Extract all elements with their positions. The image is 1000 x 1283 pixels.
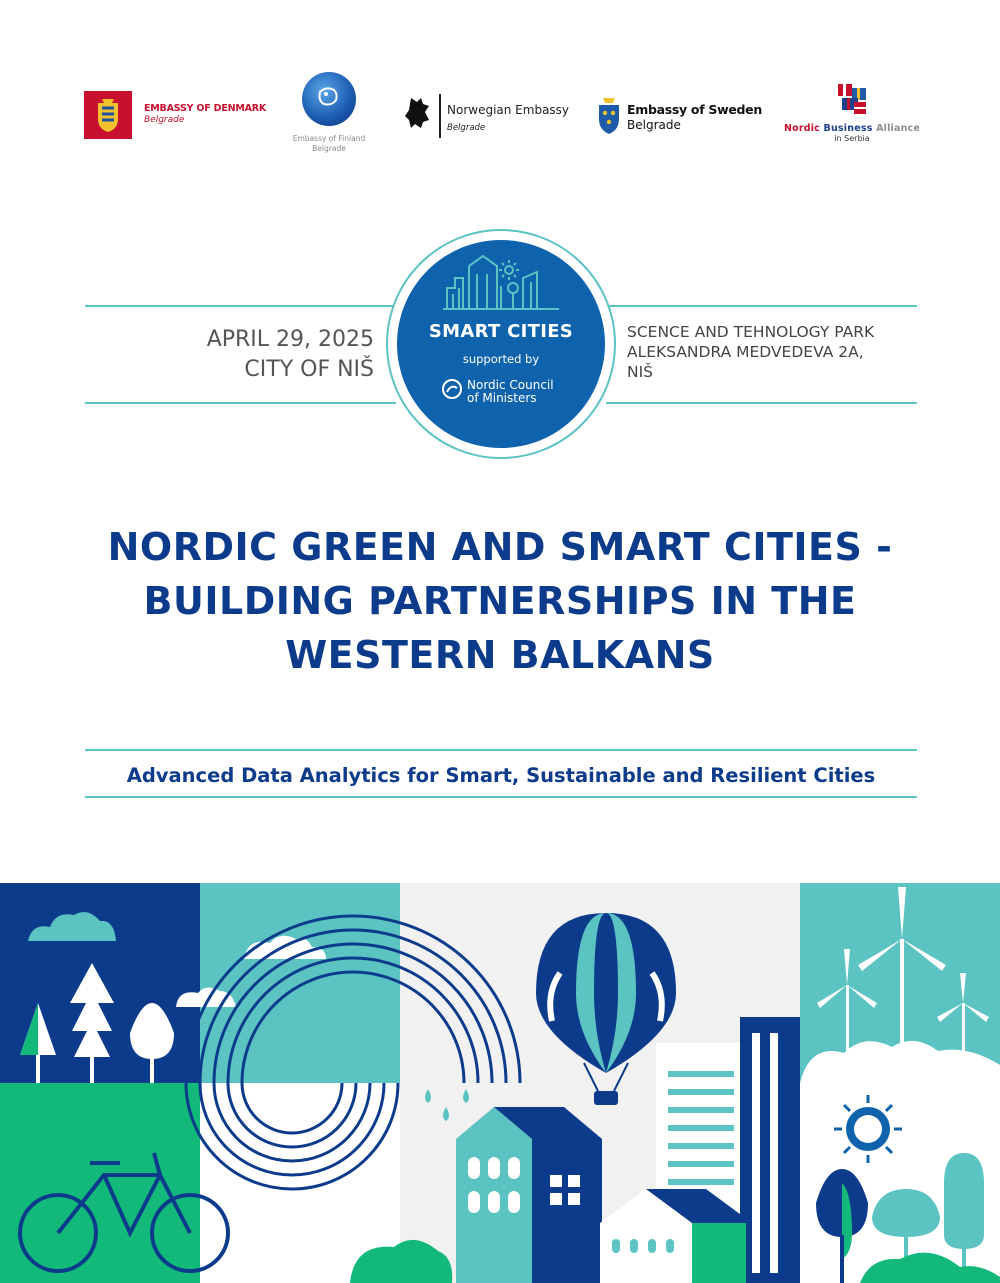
badge-supported-by: supported by xyxy=(462,352,540,366)
title-line-1: NORDIC GREEN AND SMART CITIES - xyxy=(107,525,893,569)
venue-line-2: ALEKSANDRA MEDVEDEVA 2A, xyxy=(627,343,864,361)
nba-word-nordic: Nordic xyxy=(783,123,820,134)
smart-cities-badge xyxy=(397,240,605,448)
norway-embassy-logo xyxy=(405,94,570,140)
page-title xyxy=(40,520,960,682)
sweden-embassy-logo xyxy=(596,96,762,140)
page-subtitle: Advanced Data Analytics for Smart, Sustainable and Resilient Cities xyxy=(126,764,876,787)
banner-rule-top-left xyxy=(85,305,396,307)
title-line-2: BUILDING PARTNERSHIPS IN THE xyxy=(143,579,857,623)
finland-embassy-logo xyxy=(282,72,376,160)
norway-logo-divider xyxy=(439,94,441,138)
venue-line-1: SCENCE AND TEHNOLOGY PARK xyxy=(627,323,875,341)
city-skyline-icon xyxy=(443,248,559,310)
nba-word-business: Business xyxy=(823,123,873,134)
danish-coat-of-arms-icon xyxy=(84,91,132,139)
banner-rule-top-right xyxy=(606,305,917,307)
bg-teal-block xyxy=(200,883,400,1083)
subtitle-rule-bottom xyxy=(85,796,917,798)
sweden-embassy-city: Belgrade xyxy=(627,118,681,132)
venue-line-3: NIŠ xyxy=(627,363,654,381)
nordic-flags-emblem-icon xyxy=(832,82,872,118)
norway-embassy-city: Belgrade xyxy=(447,123,486,133)
house-icon xyxy=(456,1107,602,1283)
nordic-council-name xyxy=(467,379,554,405)
title-line-3: WESTERN BALKANS xyxy=(285,633,715,677)
nordic-council-line-1: Nordic Council xyxy=(467,378,554,392)
nba-country: in Serbia xyxy=(834,134,870,143)
nordic-council-swan-icon xyxy=(441,378,463,400)
event-date-block xyxy=(207,325,374,385)
sweden-embassy-name: Embassy of Sweden xyxy=(627,102,762,117)
smart-city-illustration xyxy=(0,883,1000,1283)
denmark-embassy-name: EMBASSY OF DENMARK xyxy=(144,103,267,114)
badge-title: SMART CITIES xyxy=(428,321,574,342)
norway-embassy-name: Norwegian Embassy xyxy=(447,103,570,117)
nordic-council-line-2: of Ministers xyxy=(467,391,537,405)
finland-embassy-city: Belgrade xyxy=(312,144,346,153)
nba-name xyxy=(782,123,922,134)
finland-lion-emblem-icon xyxy=(302,72,356,126)
subtitle-rule-top xyxy=(85,749,917,751)
nordic-business-alliance-logo xyxy=(782,82,922,152)
nba-word-alliance: Alliance xyxy=(876,123,921,134)
banner-rule-bottom-left xyxy=(85,402,396,404)
swedish-coat-of-arms-icon xyxy=(596,96,622,136)
event-date: APRIL 29, 2025 xyxy=(206,327,374,352)
banner-rule-bottom-right xyxy=(606,402,917,404)
norwegian-lion-icon xyxy=(405,94,433,130)
denmark-embassy-logo xyxy=(84,91,267,139)
event-venue-block xyxy=(627,322,874,382)
finland-embassy-name: Embassy of Finland xyxy=(292,134,366,143)
event-city: CITY OF NIŠ xyxy=(244,357,374,382)
denmark-embassy-city: Belgrade xyxy=(144,115,185,125)
